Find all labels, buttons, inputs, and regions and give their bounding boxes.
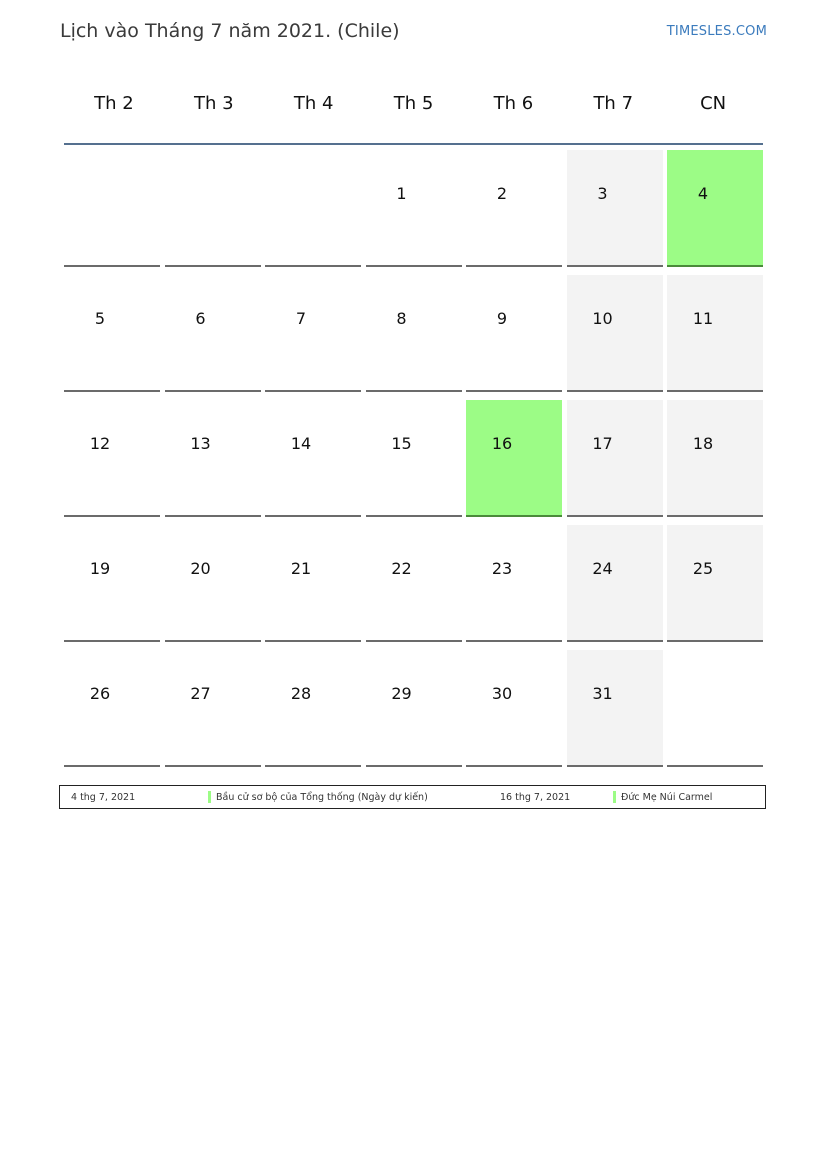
weekday-label: Th 3 [194, 93, 234, 114]
calendar-week [64, 395, 763, 520]
day-number: 18 [692, 434, 714, 453]
day-cell[interactable] [265, 400, 361, 517]
calendar-week [64, 520, 763, 645]
calendar-week [64, 145, 763, 270]
day-number: 4 [697, 184, 709, 203]
day-cell[interactable] [366, 275, 462, 392]
day-cell[interactable] [165, 400, 261, 517]
day-number: 9 [496, 309, 508, 328]
legend-holiday-name: Bầu cử sơ bộ của Tổng thống (Ngày dự kiến) [216, 792, 428, 803]
day-number: 19 [89, 559, 111, 578]
day-cell[interactable] [567, 400, 663, 517]
day-number: 2 [496, 184, 508, 203]
day-cell[interactable] [366, 400, 462, 517]
legend-color-marker [208, 791, 211, 803]
day-number: 15 [391, 434, 412, 453]
day-number: 7 [295, 309, 307, 328]
day-number: 23 [491, 559, 513, 578]
brand-link[interactable]: TIMESLES.COM [666, 24, 767, 39]
day-cell[interactable] [667, 400, 763, 517]
weekday-label: Th 2 [94, 93, 134, 114]
day-cell[interactable] [265, 650, 361, 767]
day-cell[interactable] [165, 275, 261, 392]
calendar-week [64, 270, 763, 395]
day-number: 31 [592, 684, 613, 703]
day-cell[interactable] [466, 650, 562, 767]
day-number: 12 [89, 434, 111, 453]
day-number: 8 [396, 309, 407, 328]
day-number: 24 [592, 559, 613, 578]
weekday-label: Th 4 [293, 93, 334, 114]
day-cell[interactable] [165, 650, 261, 767]
day-number: 3 [597, 184, 608, 203]
day-number: 17 [592, 434, 613, 453]
legend-holiday-name: Đức Mẹ Núi Carmel [621, 792, 713, 803]
day-cell[interactable] [64, 275, 160, 392]
page-title: Lịch vào Tháng 7 năm 2021. (Chile) [60, 20, 400, 42]
day-cell[interactable] [567, 650, 663, 767]
day-cell[interactable] [567, 525, 663, 642]
day-cell[interactable] [366, 650, 462, 767]
day-number: 13 [190, 434, 211, 453]
day-number: 29 [391, 684, 412, 703]
day-number: 6 [195, 309, 206, 328]
day-cell[interactable] [667, 525, 763, 642]
day-cell[interactable] [64, 400, 160, 517]
day-cell[interactable] [165, 525, 261, 642]
day-cell[interactable] [567, 150, 663, 267]
weekday-header [64, 80, 763, 145]
weekday-label: Th 6 [493, 93, 534, 114]
day-cell[interactable] [466, 525, 562, 642]
day-number: 21 [290, 559, 312, 578]
day-number: 11 [692, 309, 714, 328]
day-cell[interactable] [64, 525, 160, 642]
weekday-label: Th 7 [593, 93, 634, 114]
day-cell[interactable] [366, 525, 462, 642]
day-cell[interactable] [366, 150, 462, 267]
empty-day-cell [165, 150, 261, 267]
empty-day-cell [265, 150, 361, 267]
day-cell[interactable] [567, 275, 663, 392]
calendar-week [64, 645, 763, 770]
day-cell[interactable] [466, 150, 562, 267]
legend-color-marker [613, 791, 616, 803]
day-cell[interactable] [64, 650, 160, 767]
day-number: 14 [290, 434, 312, 453]
day-cell[interactable] [667, 275, 763, 392]
legend-date: 16 thg 7, 2021 [500, 792, 571, 803]
day-number: 10 [592, 309, 613, 328]
day-number: 27 [190, 684, 211, 703]
weekday-label: CN [700, 93, 727, 114]
day-number: 28 [290, 684, 312, 703]
day-number: 20 [190, 559, 211, 578]
day-number: 26 [89, 684, 111, 703]
day-cell[interactable] [265, 525, 361, 642]
day-cell[interactable] [466, 400, 562, 517]
day-number: 30 [491, 684, 513, 703]
day-cell[interactable] [265, 275, 361, 392]
day-cell[interactable] [466, 275, 562, 392]
day-number: 5 [94, 309, 106, 328]
empty-day-cell [64, 150, 160, 267]
day-number: 1 [396, 184, 407, 203]
weekday-label: Th 5 [393, 93, 434, 114]
legend-date: 4 thg 7, 2021 [71, 792, 136, 803]
day-number: 16 [491, 434, 513, 453]
day-number: 25 [692, 559, 714, 578]
calendar-weeks [64, 145, 763, 770]
empty-day-cell [667, 650, 763, 767]
day-cell[interactable] [667, 150, 763, 267]
holiday-legend [59, 785, 766, 809]
calendar-grid [64, 80, 763, 770]
day-number: 22 [391, 559, 412, 578]
